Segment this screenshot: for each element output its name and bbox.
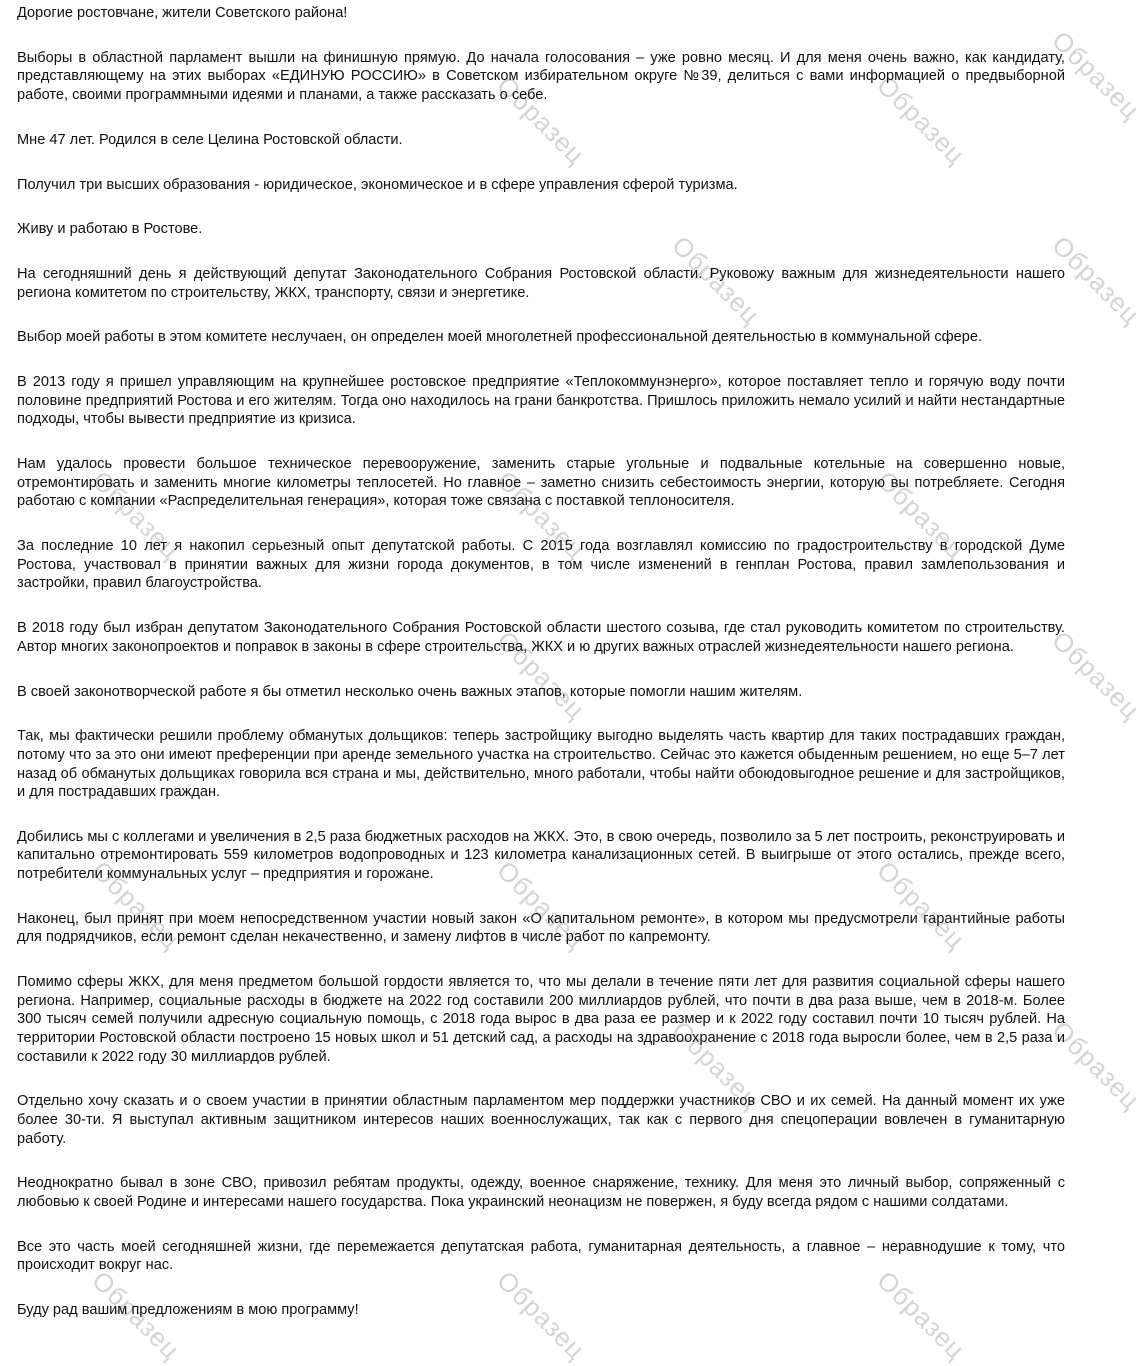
paragraph: Выборы в областной парламент вышли на финишную прямую. До начала голосования – уже ровно месяц. И для меня очень важно, как кандидату, представляющему на этих выборах «ЕДИНУЮ РОССИЮ» в Советском избирательном округе №39, делиться с вами информацией о предвыборной работе, своими программными идеями и планами, а также рассказать о себе. [17, 49, 1065, 103]
watermark: Образец [491, 465, 592, 566]
watermark: Образец [871, 465, 972, 566]
paragraph: Помимо сферы ЖКХ, для меня предметом большой гордости является то, что мы делали в течение пяти лет для развития социальной сферы нашего региона. Например, социальные расходы в бюджете на 2022 год составили 200 миллиардов рублей, что почти в два раза выше, чем в 2018-м. Более 300 тысяч семей получили адресную социальную помощь, с 2018 года вырос в два раза ее размер и к 2022 году составил почти 10 тысяч рублей. На территории Ростовской области построено 15 новых школ и 51 детский сад, а расходы на здравоохранение с 2018 года выросли более, чем в 2,5 раза и составили к 2022 году 30 миллиардов рублей. [17, 974, 1065, 1065]
watermark: Образец [86, 1265, 187, 1366]
watermark: Образец [871, 855, 972, 956]
closing-line: Буду рад вашим предложениям в мою программу! [17, 1302, 359, 1319]
paragraph: В 2018 году был избран депутатом Законодательного Собрания Ростовской области шестого созыва, где стал руководить комитетом по строительству. Автор многих законопроектов и поправок в законы в сфере строительства, ЖКХ и ю других важных отраслей жизнедеятельности нашего региона. [17, 620, 1065, 655]
greeting: Дорогие ростовчане, жители Советского района! [17, 5, 348, 21]
watermark: Образец [491, 625, 592, 726]
paragraph: Получил три высших образования - юридическое, экономическое и в сфере управления сферой туризма. [17, 176, 738, 193]
watermark: Образец [1046, 25, 1146, 126]
watermark: Образец [871, 1265, 972, 1366]
paragraph: Нам удалось провести большое техническое перевооружение, заменить старые угольные и подвальные котельные на совершенно новые, отремонтировать и заменить многие километры теплосетей. Но главное – заметно снизить себестоимость энергии, которую вы потребляете. Сегодня работаю с компании «Распределительная генерация», которая тоже связана с поставкой теплоносителя. [17, 456, 1065, 510]
paragraph: На сегодняшний день я действующий депутат Законодательного Собрания Ростовской области. Руковожу важным для жизнедеятельности нашего региона комитетом по строительству, ЖКХ, транспорту, связи и энергетике. [17, 266, 1065, 301]
watermark: Образец [1046, 230, 1146, 331]
paragraph: Наконец, был принят при моем непосредственном участии новый закон «О капитальном ремонте», в котором мы предусмотрели гарантийные работы для подрядчиков, если ремонт сделан некачественно, и замену лифтов в числе работ по капремонту. [17, 910, 1065, 946]
watermark: Образец [491, 70, 592, 171]
watermark: Образец [86, 855, 187, 956]
watermark: Образец [1046, 625, 1146, 726]
paragraph: Отдельно хочу сказать и о своем участии в принятии областным парламентом мер поддержки участников СВО и их семей. На данный момент их уже более 30-ти. Я выступал активным защитником интересов наших военнослужащих, так как с первого дня спецоперации вовлечен в гуманитарную работу. [17, 1093, 1065, 1147]
paragraph: Так, мы фактически решили проблему обманутых дольщиков: теперь застройщику выгодно выделять часть квартир для таких пострадавших граждан, потому что за это они имеют преференции при аренде земельного участка на строительство. Сейчас это кажется обыденным решением, но еще 5–7 лет назад об обманутых дольщиках говорила вся страна и мы, действительно, много работали, чтобы найти обоюдовыгодное решение и для застройщиков, и для пострадавших граждан. [17, 728, 1065, 801]
watermark: Образец [666, 230, 767, 331]
watermark: Образец [86, 465, 187, 566]
paragraph: За последние 10 лет я накопил серьезный опыт депутатской работы. С 2015 года возглавлял комиссию по градостроительству в городской Думе Ростова, участвовал в принятии важных для жизни города документов, в том числе изменений в генплан Ростова, правил замлепользования и застройки, правил благоустройства. [17, 538, 1065, 592]
watermark: Образец [491, 1265, 592, 1366]
watermark: Образец [871, 70, 972, 171]
paragraph: Все это часть моей сегодняшней жизни, где перемежается депутатская работа, гуманитарная деятельность, а главное – неравнодушие к тому, что происходит вокруг нас. [17, 1238, 1065, 1274]
paragraph: Выбор моей работы в этом комитете неслучаен, он определен моей многолетней профессиональной деятельностью в коммунальной сфере. [17, 329, 983, 346]
watermark: Образец [666, 1015, 767, 1116]
paragraph: В своей законотворческой работе я бы отметил несколько очень важных этапов, которые помогли нашим жителям. [17, 683, 803, 700]
paragraph: Неоднократно бывал в зоне СВО, привозил ребятам продукты, одежду, военное снаряжение, технику. Для меня это личный выбор, сопряженный с любовью к своей Родине и интересами нашего государства. Пока украинский неонацизм не повержен, я буду всегда рядом с нашими солдатами. [17, 1175, 1065, 1210]
paragraph: Мне 47 лет. Родился в селе Целина Ростовской области. [17, 131, 403, 148]
watermark: Образец [491, 855, 592, 956]
paragraph: Добились мы с коллегами и увеличения в 2,5 раза бюджетных расходов на ЖКХ. Это, в свою очередь, позволило за 5 лет построить, реконструировать и капитально отремонтировать 559 километров водопроводных и 123 километра канализационных сетей. В выигрыше от этого остались, прежде всего, потребители коммунальных услуг – предприятия и горожане. [17, 828, 1065, 883]
paragraph: В 2013 году я пришел управляющим на крупнейшее ростовское предприятие «Теплокоммунэнерго», которое поставляет тепло и горячую воду почти половине предприятий Ростова и его жителям. Тогда оно находилось на грани банкротства. Пришлось приложить немало усилий и найти нестандартные подходы, чтобы вывести предприятие из кризиса. [17, 374, 1065, 428]
watermark: Образец [1046, 1015, 1146, 1116]
paragraph: Живу и работаю в Ростове. [17, 221, 203, 238]
